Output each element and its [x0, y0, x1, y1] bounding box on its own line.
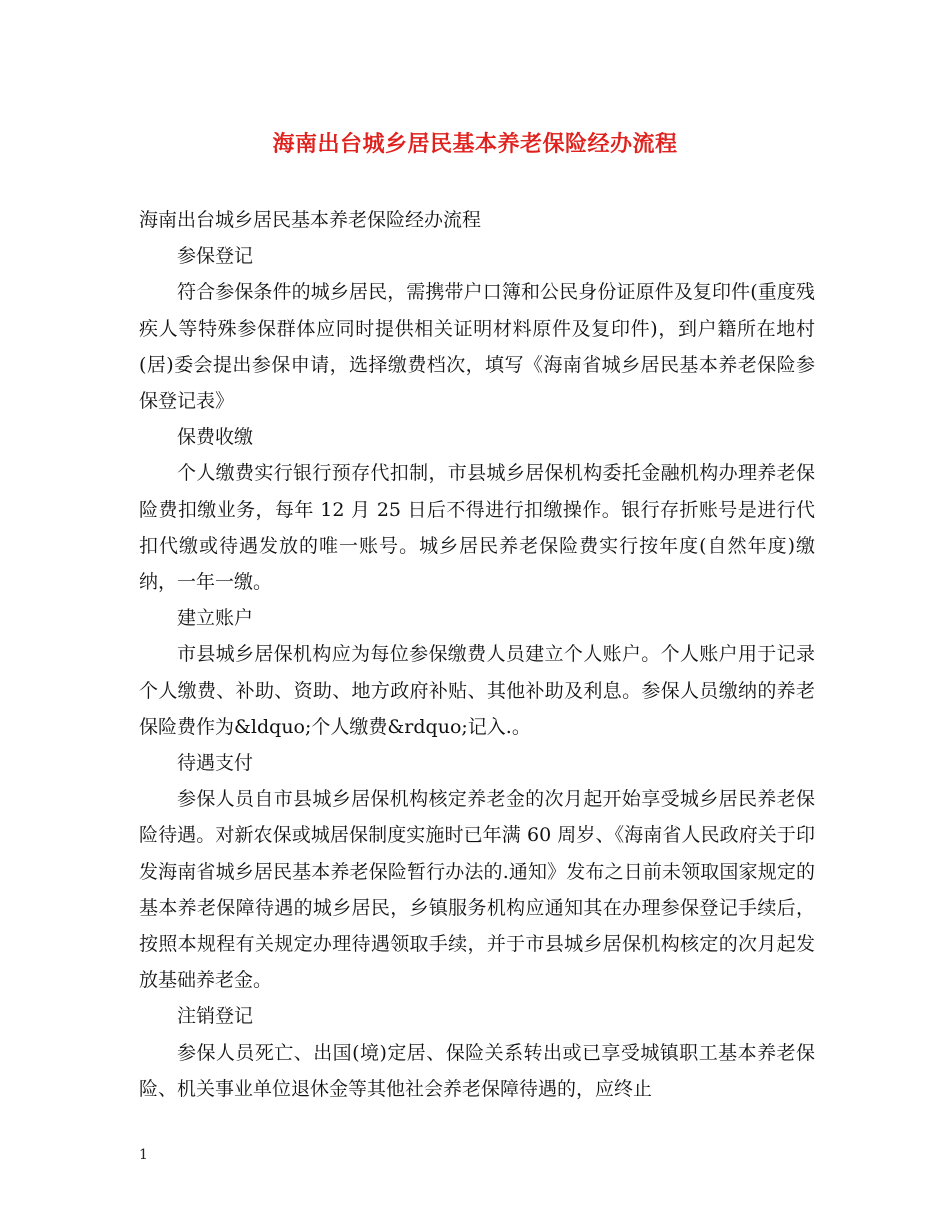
page-title: 海南出台城乡居民基本养老保险经办流程: [272, 131, 678, 157]
paragraph-cancellation: 参保人员死亡、出国(境)定居、保险关系转出或已享受城镇职工基本养老保险、机关事业单位退休金等其他社会养老保障待遇的，应终止: [139, 1041, 815, 1100]
page-number: 1: [139, 1147, 148, 1163]
document-body: [139, 202, 815, 1107]
paragraph-heading: 海南出台城乡居民基本养老保险经办流程: [139, 209, 482, 231]
section-heading-registration: 参保登记: [177, 245, 254, 268]
section-heading-account: 建立账户: [177, 607, 254, 630]
section-heading-cancellation: 注销登记: [177, 1005, 254, 1028]
section-heading-collection: 保费收缴: [177, 426, 254, 449]
paragraph-collection: 个人缴费实行银行预存代扣制，市县城乡居保机构委托金融机构办理养老保险费扣缴业务，每年 12 月 25 日后不得进行扣缴操作。银行存折账号是进行代扣代缴或待遇发放的唯一账号。城乡居民养老保险费实行按年度(自然年度)缴纳，一年一缴。: [139, 462, 815, 594]
paragraph-registration: 符合参保条件的城乡居民，需携带户口簿和公民身份证原件及复印件(重度残疾人等特殊参保群体应同时提供相关证明材料原件及复印件)，到户籍所在地村(居)委会提出参保申请，选择缴费档次，填写《海南省城乡居民基本养老保险参保登记表》: [139, 281, 815, 413]
section-heading-payment: 待遇支付: [177, 752, 254, 775]
paragraph-payment: 参保人员自市县城乡居保机构核定养老金的次月起开始享受城乡居民养老保险待遇。对新农保或城居保制度实施时已年满 60 周岁、《海南省人民政府关于印发海南省城乡居民基本养老保险暂行办法的.通知》发布之日前未领取国家规定的基本养老保障待遇的城乡居民，乡镇服务机构应通知其在办理参保登记手续后，按照本规程有关规定办理待遇领取手续，并于市县城乡居保机构核定的次月起发放基础养老金。: [139, 788, 815, 992]
paragraph-account: 市县城乡居保机构应为每位参保缴费人员建立个人账户。个人账户用于记录个人缴费、补助、资助、地方政府补贴、其他补助及利息。参保人员缴纳的养老保险费作为&ldquo;个人缴费&rdquo;记入.。: [139, 643, 815, 738]
